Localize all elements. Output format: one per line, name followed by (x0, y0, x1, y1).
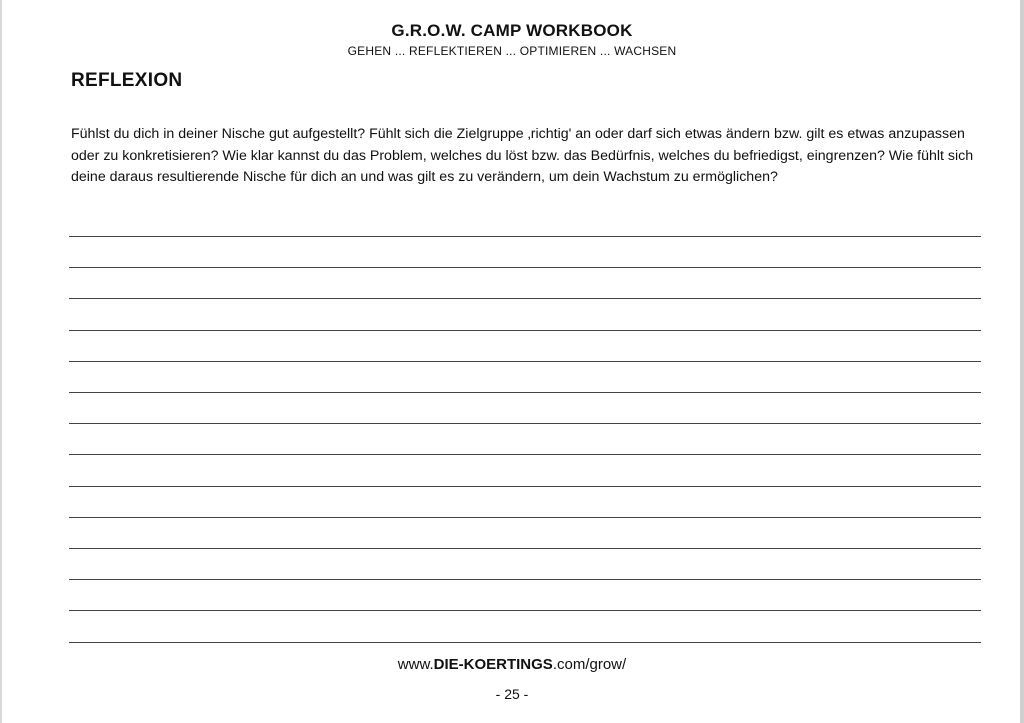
answer-line (69, 579, 981, 580)
answer-line (69, 548, 981, 549)
page-header (0, 20, 1024, 59)
answer-line (69, 517, 981, 518)
page-border-right (1020, 0, 1024, 723)
footer-url-suffix: .com/grow/ (552, 656, 627, 673)
answer-line (69, 361, 981, 362)
answer-line (69, 298, 981, 299)
workbook-subtitle: GEHEN ... REFLEKTIEREN ... OPTIMIEREN ... WACHSEN (347, 44, 677, 58)
answer-line (69, 236, 981, 237)
page-border-left (0, 0, 2, 723)
footer-url-brand: DIE-KOERTINGS (433, 656, 553, 673)
answer-line (69, 392, 981, 393)
page-number: - 25 - (495, 686, 529, 702)
answer-line (69, 486, 981, 487)
answer-line (69, 454, 981, 455)
footer-url (0, 656, 1024, 673)
reflection-question: Fühlst du dich in deiner Nische gut aufgestellt? Fühlt sich die Zielgruppe ‚richtig' an oder darf sich etwas ändern bzw. gilt es etwas anzupassen oder zu konkretisieren? Wie klar kannst du das Problem, welches du löst bzw. das Bedürfnis, welches du befriedigst, eingrenzen? Wie fühlt sich deine daraus resultierende Nische für dich an und was gilt es zu verändern, um dein Wachstum zu ermöglichen? (71, 126, 974, 185)
footer-url-prefix: www. (397, 656, 434, 673)
answer-line (69, 423, 981, 424)
answer-line (69, 642, 981, 643)
answer-line (69, 610, 981, 611)
section-heading: REFLEXION (71, 70, 183, 91)
answer-line (69, 267, 981, 268)
answer-line (69, 330, 981, 331)
workbook-title: G.R.O.W. CAMP WORKBOOK (391, 21, 633, 40)
